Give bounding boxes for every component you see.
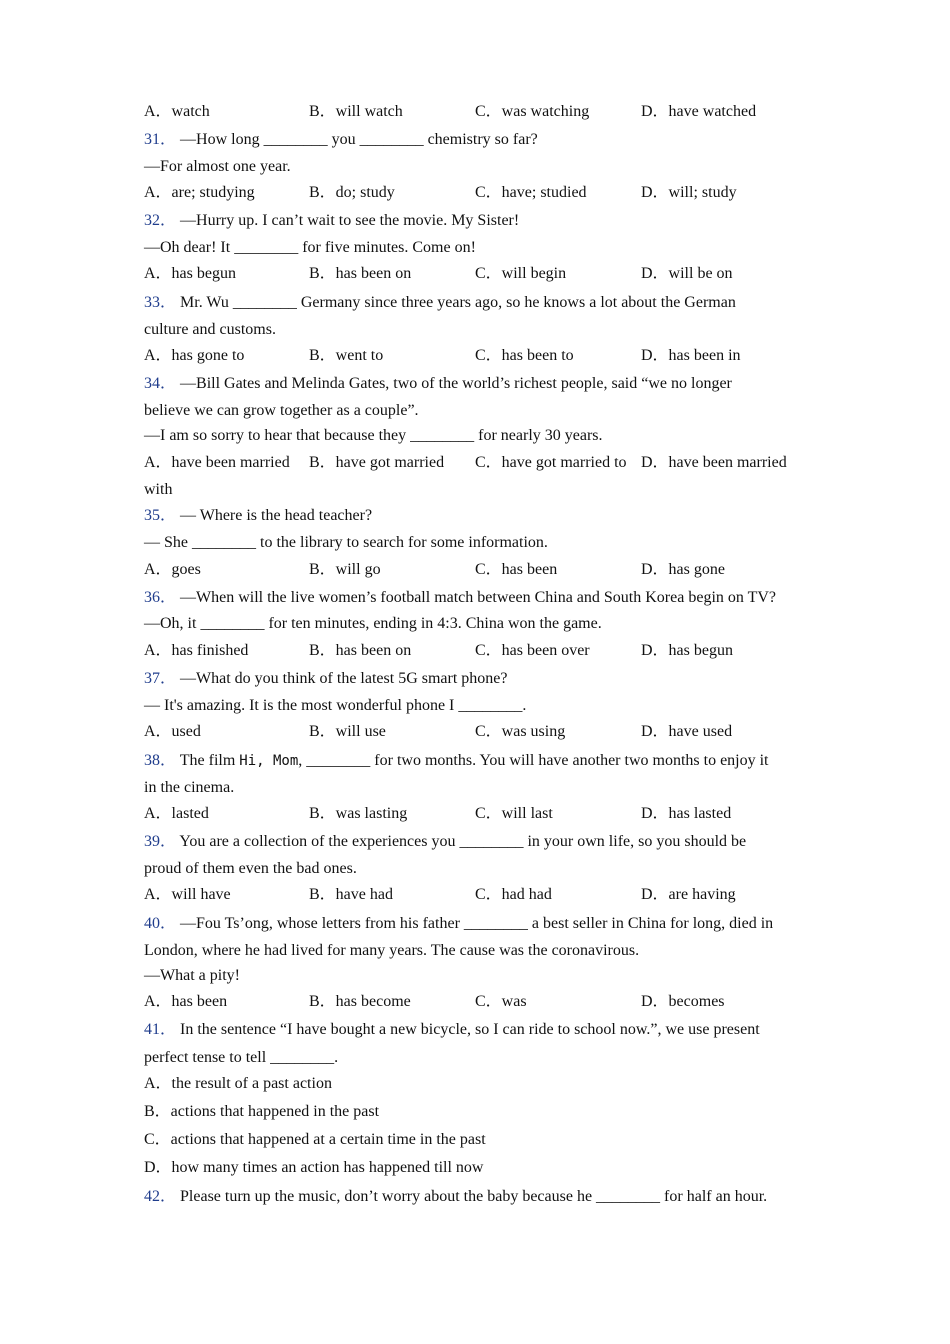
question-stem: — Where is the head teacher?	[180, 507, 373, 524]
option-c: C．has been	[475, 561, 558, 578]
question-40	[144, 914, 773, 934]
question-34	[144, 374, 732, 394]
option-c: C．actions that happened at a certain time in the past	[144, 1131, 486, 1148]
question-37-line2: — It's amazing. It is the most wonderful phone I ________.	[144, 697, 527, 714]
question-stem: —How long ________ you ________ chemistry so far?	[180, 131, 538, 148]
option-d: D．will; study	[641, 184, 737, 201]
question-stem: Mr. Wu ________ Germany since three years ago, so he knows a lot about the German	[180, 294, 736, 311]
option-c: C．have; studied	[475, 184, 587, 201]
option-d: D．becomes	[641, 993, 725, 1010]
option-b: B．do; study	[309, 184, 395, 201]
question-number: 37．	[144, 670, 177, 687]
options-row-q30	[144, 102, 844, 122]
question-32	[144, 211, 519, 231]
option-a: A．has begun	[144, 265, 236, 282]
option-d: D．will be on	[641, 265, 733, 282]
option-c: C．has been over	[475, 642, 590, 659]
question-number: 40．	[144, 915, 177, 932]
question-number: 42．	[144, 1188, 177, 1205]
option-c: C．had had	[475, 886, 552, 903]
options-row-q38	[144, 804, 844, 824]
question-number: 34．	[144, 375, 177, 392]
question-36	[144, 588, 776, 608]
option-b: B．have got married	[309, 454, 445, 471]
question-31	[144, 130, 538, 150]
options-row-q39	[144, 885, 844, 905]
question-33	[144, 293, 736, 313]
option-a: A．used	[144, 723, 201, 740]
option-a: A．have been married	[144, 454, 290, 471]
question-41	[144, 1020, 760, 1040]
options-row-q37	[144, 722, 844, 742]
question-stem-cont: , ________ for two months. You will have another two months to enjoy it	[298, 752, 769, 769]
question-34-line2: believe we can grow together as a couple”.	[144, 402, 419, 419]
question-35-line2: — She ________ to the library to search for some information.	[144, 534, 548, 551]
question-38	[144, 751, 769, 771]
question-37	[144, 669, 508, 689]
question-number: 38．	[144, 752, 177, 769]
question-stem: —Bill Gates and Melinda Gates, two of the world’s richest people, said “we no longer	[180, 375, 732, 392]
option-b: B．actions that happened in the past	[144, 1103, 380, 1120]
question-41-line2: perfect tense to tell ________.	[144, 1049, 339, 1066]
question-stem: In the sentence “I have bought a new bicycle, so I can ride to school now.”, we use present	[180, 1021, 760, 1038]
question-stem: Please turn up the music, don’t worry about the baby because he ________ for half an hour.	[180, 1188, 768, 1205]
question-32-line2: —Oh dear! It ________ for five minutes. Come on!	[144, 239, 476, 256]
option-c: C．have got married to	[475, 454, 627, 471]
option-c: C．was using	[475, 723, 566, 740]
option-c: C．has been to	[475, 347, 574, 364]
option-a: A．has finished	[144, 642, 249, 659]
options-row-q34	[144, 453, 844, 473]
option-b: B．has been on	[309, 642, 412, 659]
option-d: D．has gone	[641, 561, 725, 578]
option-b: B．was lasting	[309, 805, 408, 822]
option-d: D．has lasted	[641, 805, 732, 822]
question-number: 31．	[144, 131, 177, 148]
option-a: A．goes	[144, 561, 201, 578]
question-stem: The film	[179, 752, 240, 769]
question-34-line3: —I am so sorry to hear that because they ________ for nearly 30 years.	[144, 427, 603, 444]
option-b: B．will watch	[309, 103, 403, 120]
options-row-q32	[144, 264, 844, 284]
question-stem: —Fou Ts’ong, whose letters from his father ________ a best seller in China for long, died in	[180, 915, 774, 932]
question-stem: —What do you think of the latest 5G smart phone?	[180, 670, 508, 687]
question-36-line2: —Oh, it ________ for ten minutes, ending in 4:3. China won the game.	[144, 615, 602, 632]
question-number: 36．	[144, 589, 177, 606]
option-d: D．have been married	[641, 454, 787, 471]
question-number: 39．	[144, 833, 177, 850]
option-a: A．the result of a past action	[144, 1075, 332, 1092]
question-stem: —When will the live women’s football match between China and South Korea begin on TV?	[180, 589, 777, 606]
option-c: C．will last	[475, 805, 553, 822]
option-d: D．have used	[641, 723, 733, 740]
option-b: B．has been on	[309, 265, 412, 282]
option-b: B．has become	[309, 993, 411, 1010]
option-d: D．has begun	[641, 642, 733, 659]
option-d: D．how many times an action has happened till now	[144, 1159, 484, 1176]
question-stem: You are a collection of the experiences you ________ in your own life, so you should be	[179, 833, 747, 850]
option-b: B．will go	[309, 561, 381, 578]
options-row-q40	[144, 992, 844, 1012]
option-d-continuation: with	[144, 481, 173, 498]
options-row-q35	[144, 560, 844, 580]
question-42	[144, 1187, 767, 1207]
question-number: 41．	[144, 1021, 177, 1038]
question-31-line2: —For almost one year.	[144, 158, 291, 175]
options-row-q31	[144, 183, 844, 203]
question-40-line3: —What a pity!	[144, 967, 240, 984]
question-35	[144, 506, 372, 526]
question-38-line2: in the cinema.	[144, 779, 235, 796]
option-c: C．will begin	[475, 265, 567, 282]
option-a: A．are; studying	[144, 184, 255, 201]
option-a: A．has been	[144, 993, 228, 1010]
question-39-line2: proud of them even the bad ones.	[144, 860, 357, 877]
question-40-line2: London, where he had lived for many years. The cause was the coronavirous.	[144, 942, 640, 959]
question-stem: —Hurry up. I can’t wait to see the movie. My Sister!	[180, 212, 520, 229]
option-c: C．was	[475, 993, 527, 1010]
option-a: A．watch	[144, 103, 210, 120]
question-33-line2: culture and customs.	[144, 321, 276, 338]
film-title: Hi, Mom	[239, 753, 299, 769]
options-row-q33	[144, 346, 844, 366]
question-number: 32．	[144, 212, 177, 229]
option-d: D．has been in	[641, 347, 741, 364]
option-d: D．have watched	[641, 103, 757, 120]
option-a: A．will have	[144, 886, 231, 903]
option-c: C．was watching	[475, 103, 590, 120]
option-b: B．will use	[309, 723, 386, 740]
option-a: A．lasted	[144, 805, 209, 822]
option-d: D．are having	[641, 886, 736, 903]
options-row-q36	[144, 641, 844, 661]
option-b: B．have had	[309, 886, 393, 903]
option-a: A．has gone to	[144, 347, 245, 364]
question-39	[144, 832, 746, 852]
question-number: 33．	[144, 294, 177, 311]
option-b: B．went to	[309, 347, 384, 364]
question-number: 35．	[144, 507, 177, 524]
